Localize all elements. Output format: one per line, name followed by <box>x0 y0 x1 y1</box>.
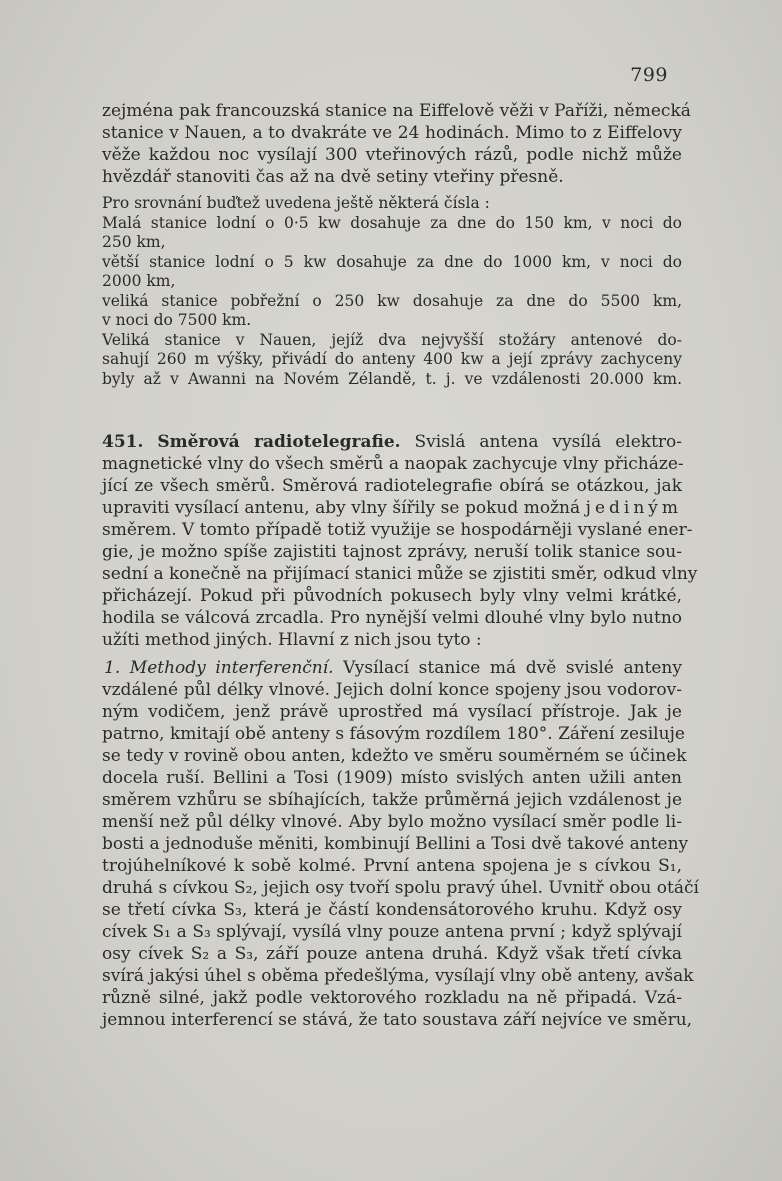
paragraph-line: jící ze všech směrů. Směrová radiotelegrafie obírá se otázkou, jak <box>102 476 682 496</box>
page-number: 799 <box>630 64 668 86</box>
section-text: Svislá antena vysílá elektro- <box>414 432 683 452</box>
subsection-heading-line <box>102 657 682 679</box>
paragraph-line: menší než půl délky vlnové. Aby bylo možno vysílací směr podle li- <box>102 812 682 832</box>
paragraph-line: gie, je možno spíše zajistiti tajnost zprávy, neruší tolik stanice sou- <box>102 542 682 562</box>
small-line: sahují 260 m výšky, přivádí do anteny 400 kw a její zprávy zachyceny <box>102 350 682 368</box>
page-text <box>102 100 699 1031</box>
section-heading-line <box>102 431 682 453</box>
paragraph-line: se třetí cívka S₃, která je částí kondensátorového kruhu. Když osy <box>102 900 682 920</box>
emphasized-word: jediným <box>585 498 682 518</box>
paragraph-line: užíti method jiných. Hlavní z nich jsou tyto : <box>102 630 482 650</box>
paragraph-line: se tedy v rovině obou anten, kdežto ve směru souměrném se účinek <box>102 746 687 766</box>
paragraph-line: bosti a jednoduše měniti, kombinují Bellini a Tosi dvě takové anteny <box>102 834 689 854</box>
small-line: veliká stanice pobřežní o 250 kw dosahuje za dne do 5500 km, <box>102 291 682 310</box>
paragraph-line: patrno, kmitají obě anteny s fásovým rozdílem 180°. Záření zesiluje <box>102 724 685 744</box>
paragraph-line: osy cívek S₂ a S₃, září pouze antena druhá. Když však třetí cívka <box>102 944 682 964</box>
small-intro: Pro srovnání buďtež uvedena ještě některá čísla : <box>102 194 490 212</box>
small-line: větší stanice lodní o 5 kw dosahuje za dne do 1000 km, v noci do <box>102 252 682 271</box>
paragraph-line: svírá jakýsi úhel s oběma předešlýma, vysílají vlny obě anteny, avšak <box>102 966 694 986</box>
paragraph-line: jemnou interferencí se stává, že tato soustava září nejvíce ve směru, <box>102 1010 693 1030</box>
small-line: v noci do 7500 km. <box>102 311 252 329</box>
paragraph-line: druhá s cívkou S₂, jejich osy tvoří spolu pravý úhel. Uvnitř obou otáčí <box>102 878 699 898</box>
paragraph-line: magnetické vlny do všech směrů a naopak zachycuje vlny přicháze- <box>102 454 684 474</box>
paragraph-line: směrem vzhůru se sbíhajících, takže průměrná jejich vzdálenost je <box>102 790 682 810</box>
small-line: Malá stanice lodní o 0·5 kw dosahuje za dne do 150 km, v noci do <box>102 213 682 232</box>
paragraph-line: docela ruší. Bellini a Tosi (1909) místo svislých anten užili anten <box>102 768 682 788</box>
paragraph-line: různě silné, jakž podle vektorového rozkladu na ně připadá. Vzá- <box>102 988 682 1008</box>
paragraph-line: sední a konečně na přijímací stanici může se zjistiti směr, odkud vlny <box>102 564 698 584</box>
paragraph-line: směrem. V tomto případě totiž využije se hospodárněji vyslané ener- <box>102 520 693 540</box>
section-title: Směrová radiotelegrafie. <box>157 432 401 452</box>
small-line: 2000 km, <box>102 272 176 290</box>
paragraph-line <box>102 497 682 519</box>
paragraph-line: vzdálené půl délky vlnové. Jejich dolní konce spojeny jsou vodorov- <box>102 680 682 700</box>
paragraph-line: přicházejí. Pokud při původních pokusech byly vlny velmi krátké, <box>102 586 682 606</box>
section-number: 451. <box>102 432 144 452</box>
small-line: Veliká stanice v Nauen, jejíž dva nejvyšší stožáry antenové do- <box>102 330 682 349</box>
paragraph-line: hvězdář stanoviti čas až na dvě setiny vteřiny přesně. <box>102 167 564 187</box>
small-line: 250 km, <box>102 233 166 251</box>
paragraph-line: stanice v Nauen, a to dvakráte ve 24 hodinách. Mimo to z Eiffelovy <box>102 123 682 143</box>
paragraph-line: věže každou noc vysílají 300 vteřinových rázů, podle nichž může <box>102 145 682 165</box>
paragraph-line: cívek S₁ a S₃ splývají, vysílá vlny pouze antena první ; když splývají <box>102 922 682 942</box>
paragraph-line: hodila se válcová zrcadla. Pro nynější velmi dlouhé vlny bylo nutno <box>102 608 682 628</box>
subsection-title: 1. Methody interferenční. <box>104 658 334 678</box>
paragraph-line: zejména pak francouzská stanice na Eiffelově věži v Paříži, německá <box>102 101 691 121</box>
subsection-text: Vysílací stanice má dvě svislé anteny <box>343 658 682 678</box>
paragraph-line: trojúhelníkové k sobě kolmé. První antena spojena je s cívkou S₁, <box>102 856 682 876</box>
small-line: byly až v Awanni na Novém Zélandě, t. j. ve vzdálenosti 20.000 km. <box>102 369 682 388</box>
paragraph-text: upraviti vysílací antenu, aby vlny šířily se pokud možná <box>102 498 581 518</box>
paragraph-line: ným vodičem, jenž právě uprostřed má vysílací přístroje. Jak je <box>102 702 682 722</box>
